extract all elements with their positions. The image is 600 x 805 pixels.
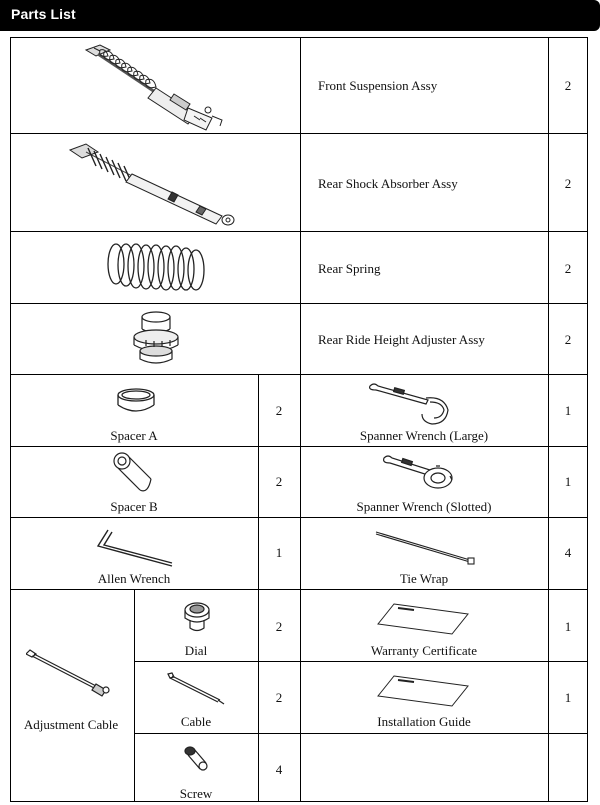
part-quantity: 2 <box>275 403 283 418</box>
allen-wrench-illustration <box>94 526 178 568</box>
warranty-certificate-illustration <box>376 600 472 636</box>
part-quantity: 1 <box>564 403 572 418</box>
part-name: Rear Shock Absorber Assy <box>318 176 458 191</box>
part-quantity: 2 <box>564 261 572 276</box>
row-divider <box>10 446 588 447</box>
part-name: Rear Ride Height Adjuster Assy <box>318 332 485 347</box>
part-quantity: 2 <box>564 176 572 191</box>
part-name: Allen Wrench <box>97 571 171 586</box>
part-name: Cable <box>180 714 212 729</box>
ride-height-adjuster-illustration <box>126 307 186 371</box>
row-divider <box>10 303 588 304</box>
adjustment-cable-illustration <box>26 646 116 698</box>
part-quantity: 1 <box>564 619 572 634</box>
part-quantity: 4 <box>275 762 283 777</box>
spanner-slotted-illustration <box>380 452 460 494</box>
part-quantity: 1 <box>564 474 572 489</box>
row-divider <box>10 231 588 232</box>
part-quantity: 2 <box>564 78 572 93</box>
part-name: Tie Wrap <box>399 571 449 586</box>
part-quantity: 4 <box>564 545 572 560</box>
part-quantity: 2 <box>564 332 572 347</box>
dial-illustration <box>180 600 214 636</box>
spacer-b-illustration <box>110 449 156 495</box>
part-name: Warranty Certificate <box>370 643 478 658</box>
part-quantity: 2 <box>275 690 283 705</box>
page-title: Parts List <box>11 6 76 22</box>
rear-shock-illustration <box>60 136 250 228</box>
column-divider <box>300 37 301 802</box>
part-name: Adjustment Cable <box>23 717 119 732</box>
column-divider <box>258 374 259 802</box>
part-name: Spanner Wrench (Slotted) <box>356 499 492 514</box>
row-divider <box>10 517 588 518</box>
tie-wrap-illustration <box>372 528 478 566</box>
column-divider <box>548 37 549 802</box>
part-name: Spanner Wrench (Large) <box>359 428 489 443</box>
part-quantity: 1 <box>564 690 572 705</box>
screw-illustration <box>182 744 210 774</box>
row-divider <box>134 661 588 662</box>
row-divider <box>10 589 588 590</box>
front-suspension-illustration <box>70 38 250 132</box>
rear-spring-illustration <box>102 234 210 300</box>
part-quantity: 1 <box>275 545 283 560</box>
part-name: Spacer A <box>110 428 158 443</box>
row-divider <box>10 133 588 134</box>
spanner-large-illustration <box>366 380 456 426</box>
part-name: Installation Guide <box>377 714 471 729</box>
row-divider <box>134 733 588 734</box>
column-divider <box>134 589 135 802</box>
part-quantity: 2 <box>275 619 283 634</box>
part-name: Rear Spring <box>318 261 381 276</box>
part-name: Dial <box>184 643 208 658</box>
installation-guide-illustration <box>376 672 472 708</box>
cable-illustration <box>164 670 228 706</box>
part-name: Screw <box>179 786 213 801</box>
part-name: Spacer B <box>110 499 158 514</box>
part-name: Front Suspension Assy <box>318 78 438 93</box>
part-quantity: 2 <box>275 474 283 489</box>
row-divider <box>10 374 588 375</box>
spacer-a-illustration <box>114 386 158 416</box>
parts-list-header <box>0 0 600 31</box>
